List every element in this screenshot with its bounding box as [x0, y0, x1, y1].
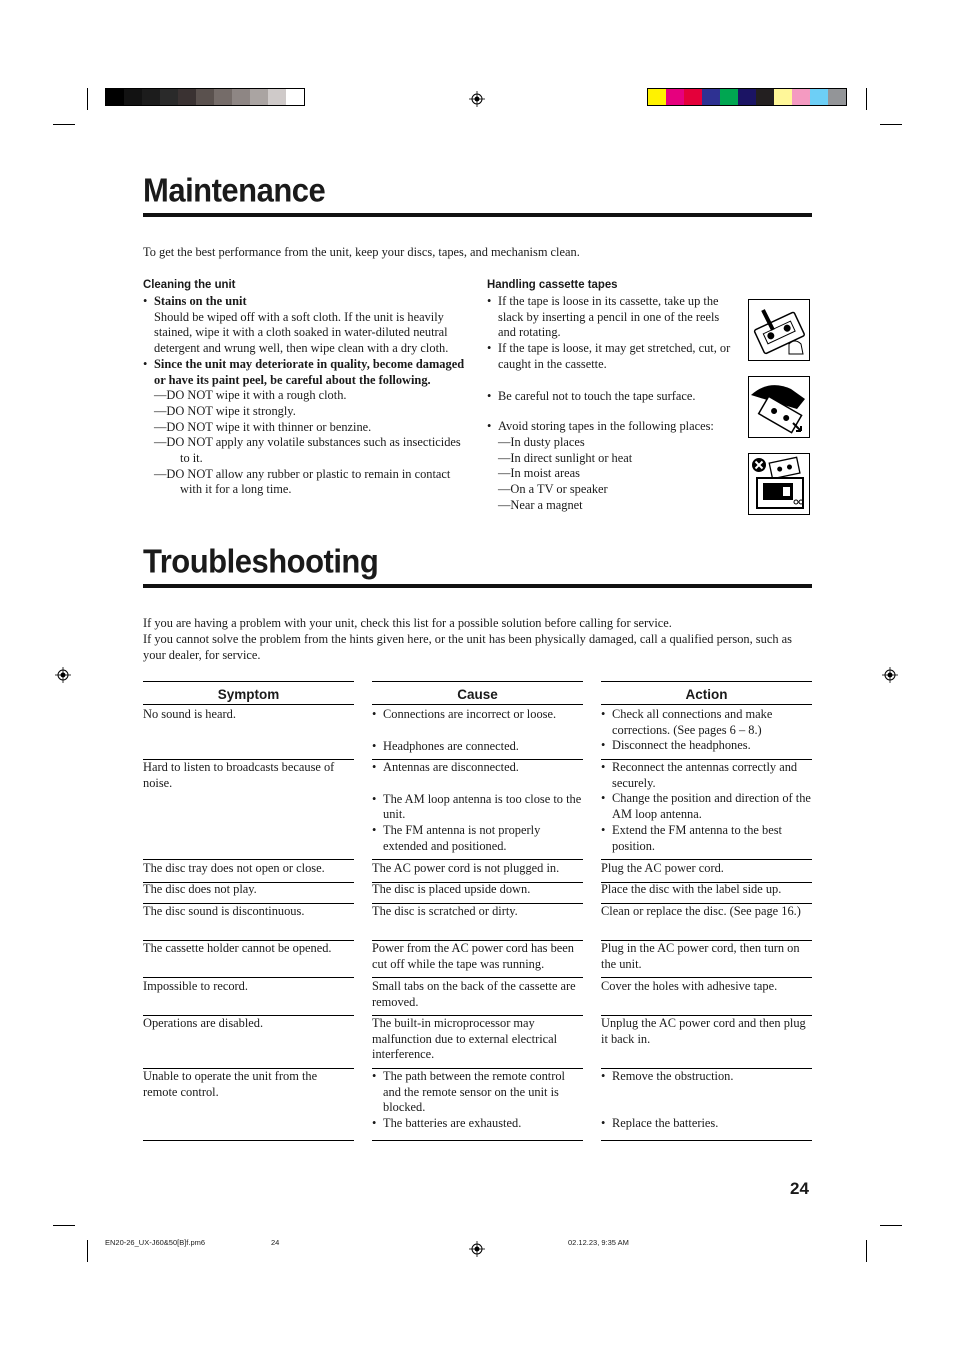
table-cell: Impossible to record. — [143, 979, 354, 1016]
color-swatch — [702, 89, 720, 105]
cassette-heading: Handling cassette tapes — [487, 277, 618, 291]
table-cell: The disc sound is discontinuous. — [143, 904, 354, 941]
color-swatch — [756, 89, 774, 105]
troubleshooting-intro-1: If you are having a problem with your unit, check this list for a possible solution before calling for service. — [143, 616, 672, 630]
registration-mark-icon — [469, 91, 485, 107]
color-swatch — [286, 89, 304, 105]
color-swatch — [178, 89, 196, 105]
list-item: • Be careful not to touch the tape surface. — [487, 389, 735, 405]
title-rule — [143, 584, 812, 588]
color-swatch — [720, 89, 738, 105]
list-item: Should be wiped off with a soft cloth. If the unit is heavily stained, wipe it with a cloth soaked in water-diluted neutral detergent and wrung well, then wipe clean with a dry cloth. — [154, 309, 449, 356]
color-swatch — [232, 89, 250, 105]
table-cell: The disc does not play. — [143, 882, 354, 904]
hand-cassette-icon — [749, 377, 809, 437]
crop-mark — [866, 88, 867, 110]
registration-mark-icon — [55, 667, 71, 683]
table-cell: Hard to listen to broadcasts because of noise. — [143, 760, 354, 860]
maintenance-title: Maintenance — [143, 171, 326, 209]
list-item: —In dusty places — [498, 434, 585, 449]
table-cell: • Antennas are disconnected. • The AM loop antenna is too close to the unit. • The FM antenna is not properly extended and positioned. — [372, 760, 583, 860]
cleaning-list — [143, 294, 473, 498]
storage-warning-illustration — [748, 453, 810, 515]
color-swatch — [124, 89, 142, 105]
cause-column — [372, 681, 583, 1131]
table-cell: The built-in microprocessor may malfunction due to external electrical interference. — [372, 1016, 583, 1069]
cassette-pencil-illustration — [748, 299, 810, 361]
table-cell: Cover the holes with adhesive tape. — [601, 979, 812, 1016]
color-swatch — [160, 89, 178, 105]
table-cell: • Check all connections and make corrections. (See pages 6 – 8.) • Disconnect the headphones. — [601, 707, 812, 760]
footer-page: 24 — [271, 1238, 280, 1247]
symptom-header: Symptom — [143, 681, 354, 705]
list-item: —DO NOT wipe it with a rough cloth. — [154, 388, 347, 403]
footer-date: 02.12.23, 9:35 AM — [568, 1238, 629, 1247]
footer-filename: EN20-26_UX-J60&50[B]f.pm6 — [105, 1238, 206, 1247]
touch-tape-illustration — [748, 376, 810, 438]
cmyk-color-bar — [647, 88, 847, 106]
troubleshooting-intro-2: If you cannot solve the problem from the hints given here, or the unit has been physically damaged, call a qualified person, such as your dealer, for service. — [143, 632, 792, 662]
list-item: • Avoid storing tapes in the following places: — [487, 419, 735, 435]
crop-mark — [87, 1240, 88, 1262]
crop-mark — [880, 1225, 902, 1226]
tv-speaker-cassette-icon — [749, 454, 809, 514]
crop-mark — [880, 124, 902, 125]
cassette-pencil-icon — [749, 300, 809, 360]
list-item: —Near a magnet — [498, 497, 583, 512]
action-column — [601, 681, 812, 1130]
symptom-column — [143, 681, 354, 1099]
page-number: 24 — [790, 1179, 809, 1198]
color-swatch — [268, 89, 286, 105]
color-swatch — [774, 89, 792, 105]
table-cell: Unplug the AC power cord and then plug it back in. — [601, 1016, 812, 1069]
grayscale-color-bar — [105, 88, 305, 106]
table-cell: • Remove the obstruction. • Replace the batteries. — [601, 1069, 812, 1141]
cause-header: Cause — [372, 681, 583, 705]
color-swatch — [106, 89, 124, 105]
color-swatch — [250, 89, 268, 105]
cleaning-heading: Cleaning the unit — [143, 277, 236, 291]
crop-mark — [53, 1225, 75, 1226]
table-cell: The disc is placed upside down. — [372, 882, 583, 904]
table-cell: Operations are disabled. — [143, 1016, 354, 1069]
table-cell: Power from the AC power cord has been cut off while the tape was running. — [372, 941, 583, 978]
list-item: —In moist areas — [498, 466, 580, 481]
color-swatch — [666, 89, 684, 105]
color-swatch — [196, 89, 214, 105]
color-swatch — [738, 89, 756, 105]
table-cell: The disc is scratched or dirty. — [372, 904, 583, 941]
cassette-list — [487, 294, 735, 513]
title-rule — [143, 213, 812, 217]
table-cell: Plug the AC power cord. — [601, 861, 812, 883]
crop-mark — [87, 88, 88, 110]
table-cell: • Connections are incorrect or loose. • Headphones are connected. — [372, 707, 583, 760]
list-item: • If the tape is loose, it may get stretched, cut, or caught in the cassette. — [487, 341, 735, 372]
list-item: —On a TV or speaker — [498, 482, 608, 497]
color-swatch — [142, 89, 160, 105]
maintenance-intro: To get the best performance from the unit, keep your discs, tapes, and mechanism clean. — [143, 245, 580, 259]
list-item: • Since the unit may deteriorate in quality, become damaged or have its paint peel, be careful about the following. — [143, 357, 473, 388]
list-item: —In direct sunlight or heat — [498, 450, 633, 465]
color-swatch — [792, 89, 810, 105]
table-cell: • Reconnect the antennas correctly and securely. • Change the position and direction of the AM loop antenna. • Extend the FM antenna to the best position. — [601, 760, 812, 860]
action-header: Action — [601, 681, 812, 705]
color-swatch — [648, 89, 666, 105]
table-cell: Small tabs on the back of the cassette are removed. — [372, 979, 583, 1016]
list-item: —DO NOT apply any volatile substances such as insecticides to it. — [154, 435, 461, 466]
table-cell: Unable to operate the unit from the remote control. — [143, 1069, 354, 1141]
color-swatch — [684, 89, 702, 105]
color-swatch — [810, 89, 828, 105]
crop-mark — [53, 124, 75, 125]
table-cell: No sound is heard. — [143, 707, 354, 760]
list-item: —DO NOT wipe it strongly. — [154, 403, 296, 418]
crop-mark — [866, 1240, 867, 1262]
table-cell: The disc tray does not open or close. — [143, 861, 354, 883]
table-cell: The AC power cord is not plugged in. — [372, 861, 583, 883]
troubleshooting-title: Troubleshooting — [143, 542, 379, 580]
table-cell: Clean or replace the disc. (See page 16.) — [601, 904, 812, 941]
list-item: • If the tape is loose in its cassette, take up the slack by inserting a pencil in one of the reels and rotating. — [487, 294, 735, 341]
list-item: • Stains on the unit — [143, 294, 473, 310]
table-cell: The cassette holder cannot be opened. — [143, 941, 354, 978]
table-cell: Plug in the AC power cord, then turn on the unit. — [601, 941, 812, 978]
table-cell: • The path between the remote control and the remote sensor on the unit is blocked. • The batteries are exhausted. — [372, 1069, 583, 1141]
list-item: —DO NOT wipe it with thinner or benzine. — [154, 419, 372, 434]
color-swatch — [214, 89, 232, 105]
registration-mark-icon — [469, 1241, 485, 1257]
list-item: —DO NOT allow any rubber or plastic to remain in contact with it for a long time. — [154, 466, 451, 497]
table-cell: Place the disc with the label side up. — [601, 882, 812, 904]
registration-mark-icon — [882, 667, 898, 683]
color-swatch — [828, 89, 846, 105]
